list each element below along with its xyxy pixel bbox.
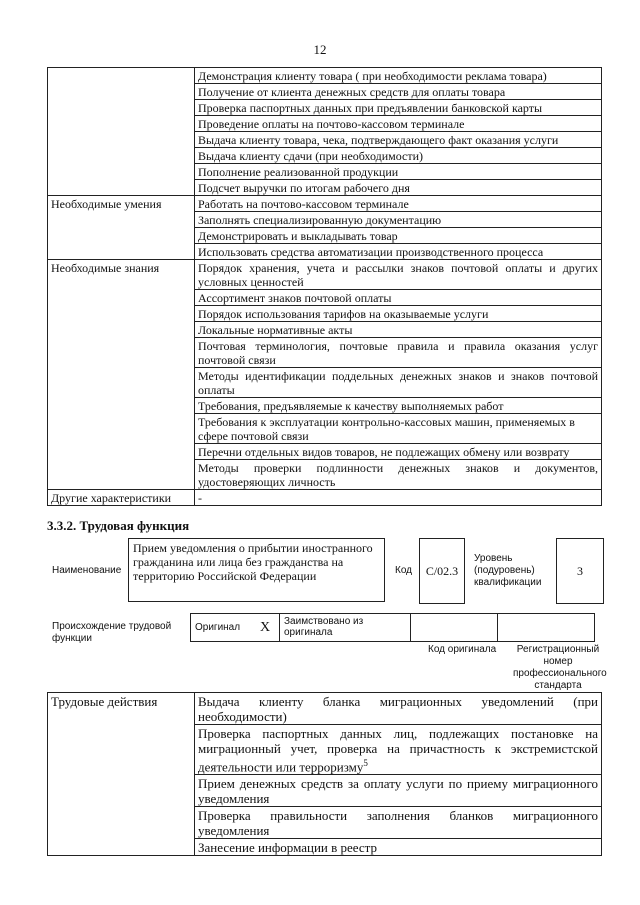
- table-cell: -: [195, 490, 602, 506]
- table-cell: Выдача клиенту сдачи (при необходимости): [195, 148, 602, 164]
- table-cell: Методы проверки подлинности денежных знаков и документов, удостоверяющих личность: [195, 460, 602, 490]
- table-cell: Ассортимент знаков почтовой оплаты: [195, 290, 602, 306]
- origin-label-text: Происхождение трудовой функции: [52, 621, 172, 644]
- table-cell: Локальные нормативные акты: [195, 322, 602, 338]
- table-cell: Почтовая терминология, почтовые правила и правила оказания услуг почтовой связи: [195, 338, 602, 368]
- skills-knowledge-table: [47, 67, 602, 506]
- table-cell: [195, 725, 602, 775]
- table-row: [48, 68, 602, 84]
- table-row: [48, 490, 602, 506]
- table-cell: Требования к эксплуатации контрольно-кассовых машин, применяемых в сфере почтовой связи: [195, 414, 602, 444]
- table-cell: [195, 807, 602, 839]
- borrowed-cell: [280, 614, 411, 642]
- table-cell: Проведение оплаты на почтово-кассовом терминале: [195, 116, 602, 132]
- table-row: [48, 196, 602, 212]
- table-cell: Требования, предъявляемые к качеству выполняемых работ: [195, 398, 602, 414]
- page-number: 12: [313, 42, 327, 57]
- table-cell-text: Проверка паспортных данных лиц, подлежащих постановке на миграционный учет, проверка на причастность к экстремистской деятельности или терроризму: [198, 726, 598, 775]
- row-group-label: Необходимые умения: [48, 196, 195, 260]
- section-title: 3.3.2. Трудовая функция: [47, 518, 190, 533]
- table-cell: Работать на почтово-кассовом терминале: [195, 196, 602, 212]
- table-cell: Получение от клиента денежных средств для оплаты товара: [195, 84, 602, 100]
- footnote-mark: 5: [363, 758, 368, 768]
- table-cell: Порядок хранения, учета и рассылки знаков почтовой оплаты и других условных ценностей: [195, 260, 602, 290]
- original-mark: X: [259, 619, 271, 635]
- table-cell: Подсчет выручки по итогам рабочего дня: [195, 180, 602, 196]
- table-cell: Демонстрировать и выкладывать товар: [195, 228, 602, 244]
- table-cell-text: Выдача клиенту бланка миграционных уведомлений (при необходимости): [198, 694, 598, 724]
- code-original-label: Код оригинала: [428, 644, 497, 655]
- row-group-label: [48, 68, 195, 196]
- original-label: Оригинал: [195, 622, 241, 633]
- table-cell-text: Проверка правильности заполнения бланков миграционного уведомления: [198, 808, 598, 839]
- table-row: [48, 693, 602, 725]
- table-cell: Демонстрация клиенту товара ( при необходимости реклама товара): [195, 68, 602, 84]
- name-label: Наименование: [52, 565, 122, 576]
- code-value: С/02.3: [425, 563, 459, 578]
- row-group-label: Другие характеристики: [48, 490, 195, 506]
- table-cell-text: Прием денежных средств за оплату услуги по приему миграционного уведомления: [198, 776, 598, 807]
- function-name-box: [128, 538, 385, 602]
- origin-label: [52, 621, 180, 645]
- code-label: Код: [395, 565, 413, 576]
- row-group-label: Необходимые знания: [48, 260, 195, 490]
- borrowed-label: Заимствовано из оригинала: [284, 616, 364, 638]
- table-cell: Выдача клиенту товара, чека, подтверждающего факт оказания услуги: [195, 132, 602, 148]
- level-label-text: Уровень (подуровень) квалификации: [474, 553, 542, 588]
- level-box: [556, 538, 604, 604]
- level-value: 3: [577, 563, 583, 578]
- reg-number-label: Регистрационный номер профессионального стандарта: [513, 644, 607, 691]
- table-cell-text: Занесение информации в реестр: [198, 840, 377, 856]
- code-box: [419, 538, 465, 604]
- table-cell: Пополнение реализованной продукции: [195, 164, 602, 180]
- original-mark-cell: [251, 614, 280, 642]
- table-row: [48, 260, 602, 290]
- table-cell: Заполнять специализированную документацию: [195, 212, 602, 228]
- table-cell: Использовать средства автоматизации производственного процесса: [195, 244, 602, 260]
- level-label: [474, 553, 546, 589]
- original-cell: [191, 614, 252, 642]
- table-cell: [195, 775, 602, 807]
- table-cell: Перечни отдельных видов товаров, не подлежащих обмену или возврату: [195, 444, 602, 460]
- row-group-label: Трудовые действия: [48, 693, 195, 856]
- function-name-value: Прием уведомления о прибытии иностранного гражданина или лица без гражданства на территорию Российской Федерации: [133, 541, 373, 583]
- origin-table: [190, 613, 595, 642]
- labor-actions-table: [47, 692, 602, 856]
- table-cell: [195, 839, 602, 856]
- code-original-cell: [411, 614, 498, 642]
- table-cell: Порядок использования тарифов на оказываемые услуги: [195, 306, 602, 322]
- reg-number-cell: [498, 614, 595, 642]
- table-cell: [195, 693, 602, 725]
- table-cell: Методы идентификации поддельных денежных знаков и знаков почтовой оплаты: [195, 368, 602, 398]
- table-cell: Проверка паспортных данных при предъявлении банковской карты: [195, 100, 602, 116]
